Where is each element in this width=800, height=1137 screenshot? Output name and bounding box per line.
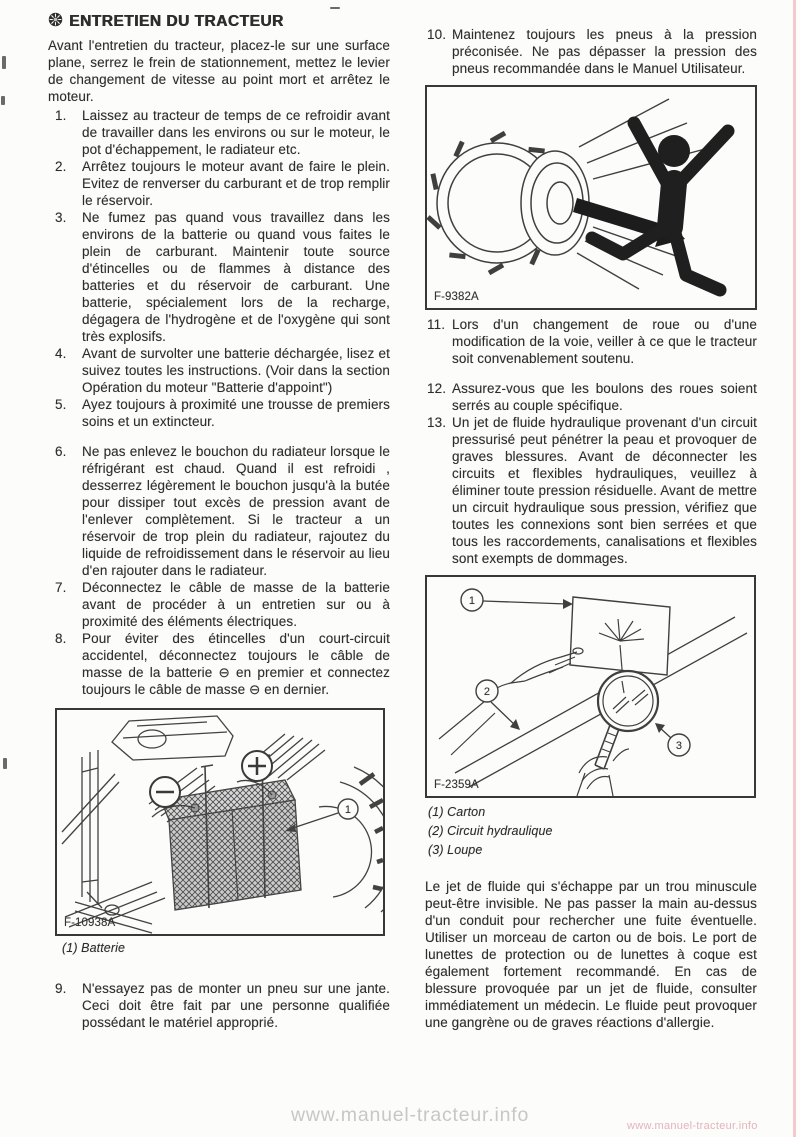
section-title <box>48 12 390 31</box>
item-number: 11. <box>427 317 446 332</box>
item-text: N'essayez pas de monter un pneu sur une jante. Ceci doit être fait par une personne qualifiée possédant le matériel approprié. <box>82 981 390 1030</box>
item-number: 4. <box>55 346 67 361</box>
scan-artifact-dash <box>2 56 6 69</box>
plus-terminal-icon <box>242 751 272 781</box>
list-item <box>425 316 757 367</box>
list-item <box>425 380 757 414</box>
item-text: Avant de survolter une batterie déchargée, lisez et suivez toutes les instructions. (Voir dans la section Opération du moteur "Batterie d'appoint") <box>82 346 390 395</box>
item-number: 9. <box>55 981 67 996</box>
callout-number: 1 <box>344 804 352 816</box>
item-text: Ne pas enlevez le bouchon du radiateur lorsque le réfrigérant est chaud. Quand il est refroidi , desserrez légèrement le bouchon jusqu'à la butée pour dissiper tout excès de pression avant de l'enlever complètement. Si le tracteur a un réservoir de trop plein du radiateur, rajoutez du liquide de refroidissement dans le réservoir au lieu d'en rajouter dans le radiateur. <box>82 444 390 578</box>
item-number: 12. <box>427 381 447 396</box>
list-item <box>48 443 390 579</box>
list-item <box>48 579 390 630</box>
leak-check-illustration <box>427 577 754 796</box>
item-number: 3. <box>55 210 67 225</box>
callout-number: 2 <box>483 686 491 698</box>
callout-1 <box>461 589 573 611</box>
minus-terminal-icon <box>150 777 180 807</box>
intro-paragraph: Avant l'entretien du tracteur, placez-le sur une surface plane, serrez le frein de stationnement, mettez le levier de changement de vitesse au point mort et arrêtez le moteur. <box>48 38 390 104</box>
item-text: Ayez toujours à proximité une trousse de premiers soins et un extincteur. <box>82 397 390 429</box>
item-text: Arrêtez toujours le moteur avant de faire le plein. Evitez de renverser du carburant et de trop remplir le réservoir. <box>82 159 390 208</box>
item-text: Ne fumez pas quand vous travaillez dans les environs de la batterie ou quand vous faites le plein de carburant. Maintenir toute source d'étincelles ou de flammes à distance des batteries et du réservoir de carburant. Une batterie, spécialement lors de la recharge, dégagera de l'hydrogène et de l'oxygène qui sont très explosifs. <box>82 210 390 344</box>
figure-caption: (2) Circuit hydraulique <box>428 824 553 838</box>
item-number: 8. <box>55 631 67 646</box>
item-text: Un jet de fluide hydraulique provenant d'un circuit pressurisé peut pénétrer la peau et provoquer de graves blessures. Avant de déconnecter les circuits et flexibles hydrauliques, veuillez à éliminer toute pression résiduelle. Avant de mettre un circuit hydraulique sous pression, vérifiez que toutes les connexions sont bien serrées et que tous les raccordements, canalisations et flexibles sont exempts de dommages. <box>452 415 757 566</box>
watermark-bottom-center: www.manuel-tracteur.info <box>291 1104 530 1126</box>
list-item <box>48 158 390 209</box>
item-number: 1. <box>55 108 67 123</box>
item-text: Déconnectez le câble de masse de la batterie avant de procéder à un entretien sur ou à proximité des éléments électriques. <box>82 580 390 629</box>
callout-number: 3 <box>675 740 683 752</box>
item-number: 6. <box>55 444 67 459</box>
item-number: 13. <box>427 415 447 430</box>
right-column <box>425 26 757 1045</box>
list-item <box>48 345 390 396</box>
hand-holding-loupe <box>577 749 629 796</box>
left-column <box>48 12 390 1031</box>
person-silhouette <box>592 123 728 290</box>
scan-edge-line <box>793 0 796 1137</box>
item-text: Assurez-vous que les boulons des roues soient serrés au couple spécifique. <box>452 381 757 413</box>
outro-paragraph: Le jet de fluide qui s'échappe par un trou minuscule peut-être invisible. Ne pas passer la main au-dessus d'un conduit pour rechercher une fuite éventuelle. Utiliser un morceau de carton ou de bois. Le port de lunettes de protection ou de lunettes à coque est également fortement recommandé. En cas de blessure provoquée par un jet de fluide, consulter immédiatement un médecin. Le fluide peut provoquer une gangrène ou de graves réactions d'allergie. <box>425 879 757 1030</box>
item-text: Pour éviter des étincelles d'un court-circuit accidentel, déconnectez toujours le câble de masse de la batterie ⊖ en premier et connectez toujours le câble de masse ⊖ en dernier. <box>82 631 390 697</box>
item-text: Laissez au tracteur de temps de ce refroidir avant de travailler dans les environs ou sur le moteur, le pot d'échappement, le radiateur etc. <box>82 108 390 157</box>
scan-artifact-dash <box>1 96 5 105</box>
figure-caption-list <box>428 803 757 860</box>
magnifier-loupe <box>595 671 658 769</box>
battery-illustration <box>57 710 383 934</box>
safety-list-left <box>48 107 390 698</box>
figure-label: F-10938A <box>64 917 116 929</box>
callout-number: 1 <box>468 595 476 607</box>
hand-holding-card <box>439 648 583 755</box>
figure-battery <box>55 708 385 936</box>
figure-caption: (3) Loupe <box>428 843 483 857</box>
tire-explosion-illustration <box>427 87 755 308</box>
item-number: 2. <box>55 159 67 174</box>
watermark-bottom-right: www.manuel-tracteur.info <box>627 1120 758 1132</box>
wheel-gear-icon <box>48 12 63 31</box>
figure-label: F-2359A <box>434 779 479 791</box>
list-item <box>425 26 757 77</box>
scan-artifact-dash <box>3 758 7 769</box>
figure-tire-explosion <box>425 85 757 310</box>
list-item <box>48 980 390 1031</box>
scan-artifact-dash <box>330 7 340 9</box>
item-number: 5. <box>55 397 67 412</box>
rear-tire-line-art <box>319 767 383 912</box>
item-text: Maintenez toujours les pneus à la pression préconisée. Ne pas dépasser la pression des pneus recommandée dans le Manuel Utilisateur. <box>452 27 757 76</box>
figure-leak-check <box>425 575 756 798</box>
list-item <box>48 107 390 158</box>
section-title-text: ENTRETIEN DU TRACTEUR <box>69 13 284 30</box>
callout-2 <box>476 680 520 730</box>
item-number: 10. <box>427 27 447 42</box>
list-item <box>48 209 390 345</box>
figure-caption: (1) Carton <box>428 805 486 819</box>
figure-caption: (1) Batterie <box>62 941 126 955</box>
list-item <box>48 396 390 430</box>
list-item <box>48 630 390 698</box>
item-text: Lors d'un changement de roue ou d'une modification de la voie, veiller à ce que le tracteur soit convenablement soutenu. <box>452 317 757 366</box>
figure-label: F-9382A <box>434 291 479 303</box>
item-number: 7. <box>55 580 67 595</box>
list-item <box>425 414 757 567</box>
callout-3 <box>655 723 690 756</box>
